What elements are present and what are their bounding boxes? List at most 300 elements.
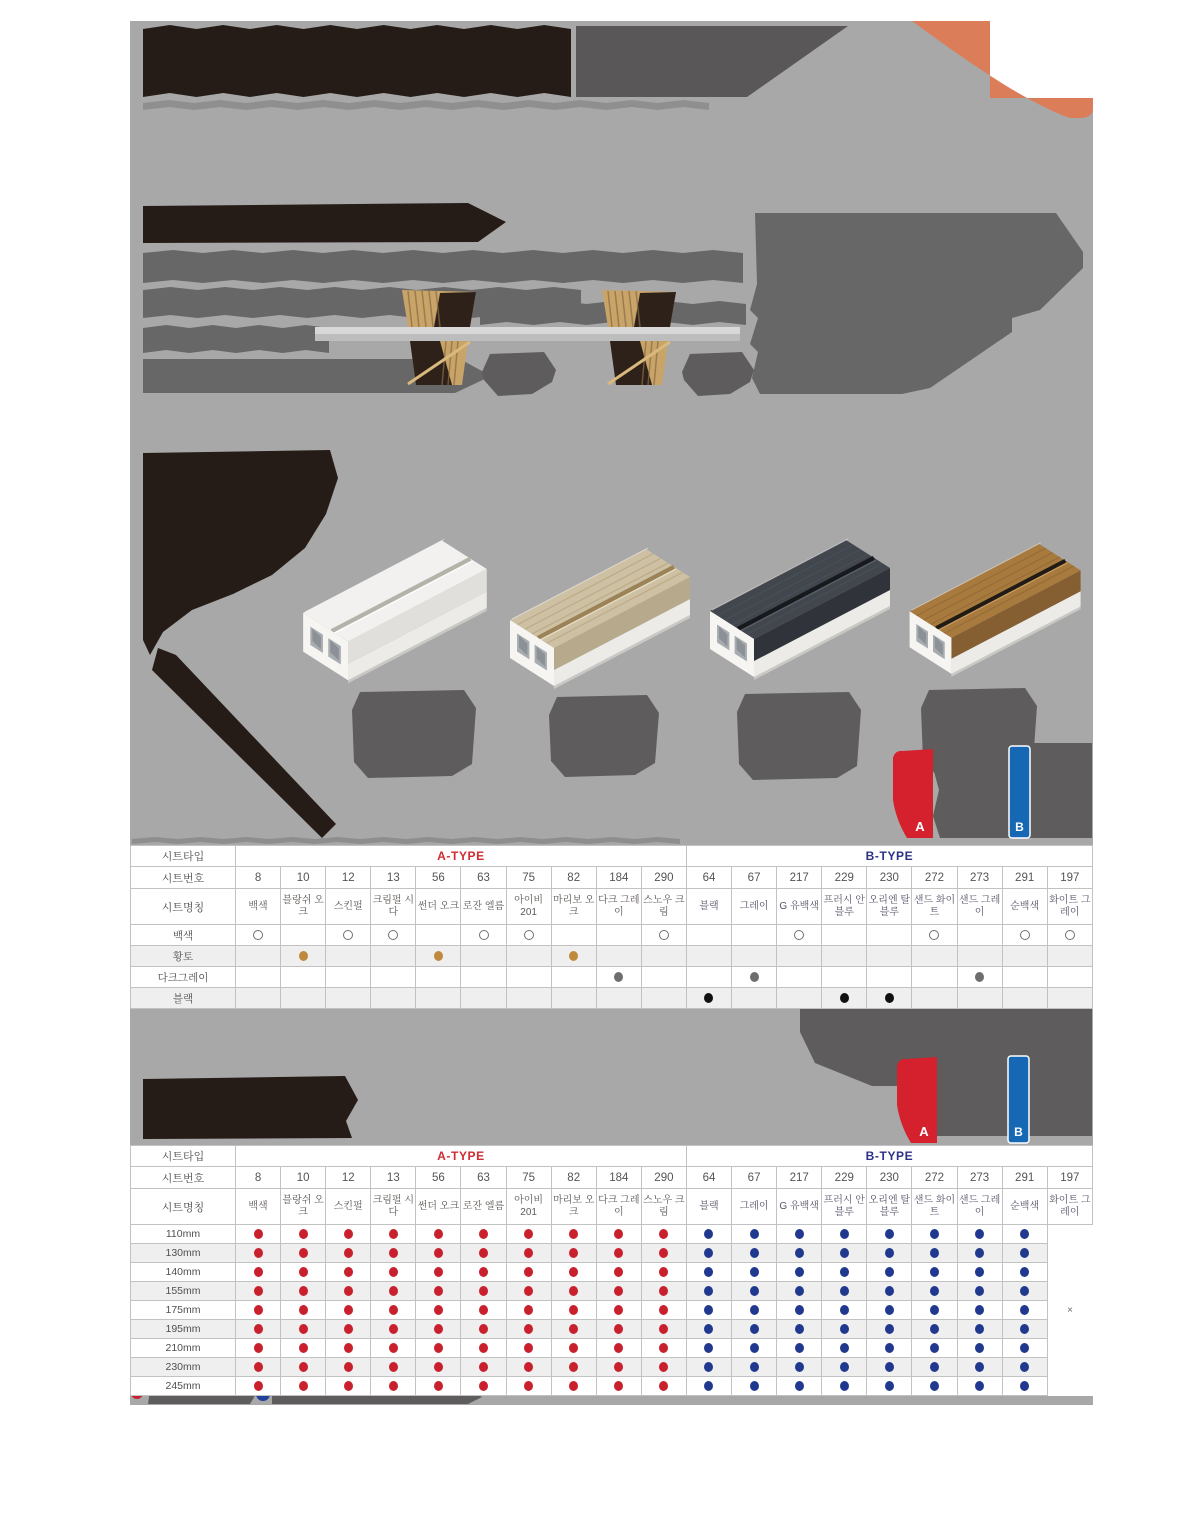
availability-cell (822, 967, 867, 988)
availability-cell (957, 1339, 1002, 1358)
availability-dot-a (254, 1305, 263, 1315)
availability-dot-a (299, 1286, 308, 1296)
availability-cell (822, 1358, 867, 1377)
sheet-name: 블랑쉬 오크 (281, 1189, 326, 1225)
sheet-number: 56 (416, 1167, 461, 1189)
availability-dot-a (614, 1343, 623, 1353)
availability-cell (596, 967, 641, 988)
availability-dot-b (840, 1324, 849, 1334)
availability-cell (236, 988, 281, 1009)
availability-cell (732, 1282, 777, 1301)
availability-dot (885, 993, 894, 1003)
availability-cell (822, 1301, 867, 1320)
availability-cell (686, 946, 731, 967)
availability-cell (912, 1225, 957, 1244)
availability-dot (569, 951, 578, 961)
availability-dot-a (659, 1324, 668, 1334)
availability-circle (343, 930, 353, 940)
availability-dot-b (704, 1362, 713, 1372)
availability-cell (551, 1301, 596, 1320)
availability-cell (461, 1282, 506, 1301)
availability-cell (551, 1320, 596, 1339)
availability-cell (1002, 946, 1047, 967)
availability-dot-b (1020, 1343, 1029, 1353)
availability-dot-b (930, 1248, 939, 1258)
availability-dot-a (479, 1305, 488, 1315)
profile-color-label: 황토 (131, 946, 236, 967)
sheet-number: 291 (1002, 1167, 1047, 1189)
size-label: 140mm (131, 1263, 236, 1282)
availability-dot-a (614, 1229, 623, 1239)
availability-dot-b (1020, 1267, 1029, 1277)
availability-cell (957, 1301, 1002, 1320)
sheet-number: 12 (326, 1167, 371, 1189)
availability-cell (1047, 988, 1092, 1009)
availability-cell (732, 988, 777, 1009)
availability-dot-a (614, 1362, 623, 1372)
availability-cell (551, 1282, 596, 1301)
availability-cell (596, 1377, 641, 1396)
availability-dot-a (614, 1381, 623, 1391)
availability-cell (912, 988, 957, 1009)
availability-dot-a (569, 1362, 578, 1372)
availability-cell (686, 1320, 731, 1339)
availability-cell (867, 1377, 912, 1396)
availability-cell (281, 925, 326, 946)
availability-cell (461, 1244, 506, 1263)
availability-cell (957, 1225, 1002, 1244)
table-row (131, 967, 1093, 988)
availability-dot-b (975, 1381, 984, 1391)
availability-circle (1020, 930, 1030, 940)
sheet-name: G 유백색 (777, 1189, 822, 1225)
sheet-name: 다크 그레이 (596, 1189, 641, 1225)
availability-dot-a (524, 1229, 533, 1239)
availability-cell (326, 1301, 371, 1320)
availability-dot-b (840, 1248, 849, 1258)
availability-dot-b (795, 1343, 804, 1353)
availability-cell (867, 1339, 912, 1358)
availability-dot-a (569, 1267, 578, 1277)
availability-cell (506, 1377, 551, 1396)
availability-circle (524, 930, 534, 940)
availability-dot-b (885, 1305, 894, 1315)
table-row (131, 1282, 1093, 1301)
availability-dot-a (434, 1381, 443, 1391)
availability-dot-a (299, 1267, 308, 1277)
availability-cell (371, 1263, 416, 1282)
availability-cell (416, 1225, 461, 1244)
availability-dot-b (975, 1229, 984, 1239)
availability-cell (1002, 1301, 1047, 1320)
availability-cell (822, 1320, 867, 1339)
availability-dot-b (930, 1381, 939, 1391)
availability-cell (1047, 1244, 1092, 1263)
availability-dot-a (344, 1362, 353, 1372)
availability-cell (551, 1377, 596, 1396)
sheet-name: 로잔 엘름 (461, 1189, 506, 1225)
availability-cell (371, 1301, 416, 1320)
availability-dot-a (254, 1229, 263, 1239)
availability-dot-b (975, 1248, 984, 1258)
availability-dot-a (389, 1286, 398, 1296)
sheet-name: 스킨펄 (326, 1189, 371, 1225)
sheet-number: 82 (551, 1167, 596, 1189)
availability-cell (371, 1320, 416, 1339)
chip-b-label: B (1014, 1125, 1023, 1139)
sheet-number: 290 (641, 867, 686, 889)
availability-cell (686, 1282, 731, 1301)
availability-cell (1047, 1282, 1092, 1301)
profile-color-label: 다크그레이 (131, 967, 236, 988)
availability-cell (822, 1377, 867, 1396)
sheet-name: 화이트 그레이 (1047, 1189, 1092, 1225)
availability-cell (281, 1358, 326, 1377)
availability-cell (551, 1225, 596, 1244)
b-type-header: B-TYPE (686, 1146, 1092, 1167)
sheet-number: 10 (281, 867, 326, 889)
redacted-caption (549, 695, 659, 777)
sheet-number: 67 (732, 867, 777, 889)
availability-dot-b (704, 1343, 713, 1353)
availability-cell (281, 1339, 326, 1358)
availability-dot-a (299, 1362, 308, 1372)
availability-cell (641, 1225, 686, 1244)
availability-circle (479, 930, 489, 940)
availability-dot-a (659, 1267, 668, 1277)
availability-cell (326, 946, 371, 967)
availability-cell (461, 1339, 506, 1358)
sheet-number: 273 (957, 867, 1002, 889)
availability-cell (236, 1339, 281, 1358)
availability-cell (281, 1244, 326, 1263)
availability-cell (732, 1301, 777, 1320)
availability-cell (461, 1225, 506, 1244)
availability-cell (686, 988, 731, 1009)
sheet-name: 백색 (236, 889, 281, 925)
availability-dot-a (524, 1248, 533, 1258)
availability-dot-a (434, 1305, 443, 1315)
availability-cell (957, 946, 1002, 967)
table-row (131, 988, 1093, 1009)
availability-dot-a (614, 1324, 623, 1334)
availability-cell (957, 988, 1002, 1009)
availability-dot-b (930, 1343, 939, 1353)
availability-dot-b (795, 1267, 804, 1277)
availability-cell (281, 988, 326, 1009)
availability-cell (822, 1225, 867, 1244)
availability-cell (641, 967, 686, 988)
availability-cell (732, 967, 777, 988)
availability-dot-b (840, 1229, 849, 1239)
availability-cell (641, 1320, 686, 1339)
size-label: 155mm (131, 1282, 236, 1301)
availability-cell (371, 946, 416, 967)
availability-dot-b (750, 1362, 759, 1372)
availability-cell (822, 1244, 867, 1263)
sheet-number: 8 (236, 867, 281, 889)
availability-dot-b (975, 1362, 984, 1372)
availability-dot-a (479, 1362, 488, 1372)
availability-cell (777, 967, 822, 988)
availability-dot-b (704, 1286, 713, 1296)
availability-dot-b (885, 1229, 894, 1239)
availability-cell (641, 1301, 686, 1320)
availability-cell (281, 1225, 326, 1244)
availability-cell (732, 1377, 777, 1396)
row-header-type: 시트타입 (131, 1146, 236, 1167)
availability-cell (777, 1244, 822, 1263)
availability-cell (686, 1225, 731, 1244)
availability-cell (912, 1358, 957, 1377)
table-row (131, 1301, 1093, 1320)
table-row (131, 925, 1093, 946)
size-label: 195mm (131, 1320, 236, 1339)
availability-dot-a (389, 1362, 398, 1372)
availability-dot-a (344, 1381, 353, 1391)
redacted-caption (352, 690, 476, 778)
availability-dot-a (659, 1305, 668, 1315)
availability-cell (596, 1320, 641, 1339)
availability-dot-a (434, 1343, 443, 1353)
availability-dot-a (524, 1286, 533, 1296)
availability-cell (641, 946, 686, 967)
sheet-name: 화이트 그레이 (1047, 889, 1092, 925)
availability-dot-b (1020, 1248, 1029, 1258)
sheet-name: 오리엔 탈블루 (867, 1189, 912, 1225)
availability-cell (461, 967, 506, 988)
availability-cell (236, 925, 281, 946)
sheet-number: 64 (686, 867, 731, 889)
availability-cell (912, 1244, 957, 1263)
row-header-number: 시트번호 (131, 1167, 236, 1189)
availability-cell (777, 1282, 822, 1301)
availability-circle (929, 930, 939, 940)
availability-cell (461, 1263, 506, 1282)
availability-cell (686, 1301, 731, 1320)
availability-cell (732, 925, 777, 946)
sheet-name: 썬더 오크 (416, 1189, 461, 1225)
availability-cell (957, 1358, 1002, 1377)
availability-cell (281, 1263, 326, 1282)
availability-cell (326, 925, 371, 946)
sheet-number: 197 (1047, 867, 1092, 889)
sheet-name: 썬더 오크 (416, 889, 461, 925)
availability-cell (867, 967, 912, 988)
availability-cell (1047, 967, 1092, 988)
a-type-header: A-TYPE (236, 846, 687, 867)
availability-cell (506, 1263, 551, 1282)
availability-dot-a (569, 1286, 578, 1296)
availability-dot-a (569, 1248, 578, 1258)
availability-cell (326, 1282, 371, 1301)
sheet-number: 217 (777, 1167, 822, 1189)
availability-cell (416, 1377, 461, 1396)
availability-cell (867, 946, 912, 967)
chip-b-label: B (1015, 820, 1024, 834)
availability-cell (371, 988, 416, 1009)
availability-dot-a (524, 1305, 533, 1315)
availability-cell (551, 1263, 596, 1282)
availability-cell (912, 1301, 957, 1320)
availability-cell (596, 1339, 641, 1358)
availability-cell (506, 1301, 551, 1320)
availability-cell (506, 1225, 551, 1244)
availability-dot-b (885, 1343, 894, 1353)
availability-cell (1002, 967, 1047, 988)
availability-dot-b (885, 1362, 894, 1372)
availability-cell (912, 1320, 957, 1339)
availability-dot-b (975, 1305, 984, 1315)
availability-dot-a (569, 1305, 578, 1315)
sheet-name: 크림펄 시다 (371, 1189, 416, 1225)
availability-dot-b (795, 1305, 804, 1315)
chip-a-label: A (915, 819, 925, 834)
availability-cell (1047, 1263, 1092, 1282)
availability-cell (461, 925, 506, 946)
availability-cell (822, 925, 867, 946)
availability-cell (867, 1282, 912, 1301)
availability-dot-a (389, 1267, 398, 1277)
sheet-name: 프러시 안블루 (822, 1189, 867, 1225)
availability-cell (732, 1225, 777, 1244)
sheet-number: 291 (1002, 867, 1047, 889)
availability-cell (777, 1320, 822, 1339)
availability-dot-b (795, 1286, 804, 1296)
size-label: 110mm (131, 1225, 236, 1244)
availability-dot-b (704, 1248, 713, 1258)
availability-cell (912, 1282, 957, 1301)
availability-cell (326, 1244, 371, 1263)
sheet-number: 272 (912, 1167, 957, 1189)
availability-cell (461, 946, 506, 967)
profile-color-label: 블랙 (131, 988, 236, 1009)
availability-cell (416, 1301, 461, 1320)
availability-cell (1002, 1263, 1047, 1282)
availability-cell (371, 1282, 416, 1301)
sheet-name: 블랙 (686, 1189, 731, 1225)
sheet-number: 75 (506, 1167, 551, 1189)
availability-dot-b (885, 1267, 894, 1277)
availability-dot-b (1020, 1229, 1029, 1239)
sheet-number: 184 (596, 867, 641, 889)
availability-cell (732, 1339, 777, 1358)
availability-dot-a (434, 1324, 443, 1334)
availability-cell (596, 988, 641, 1009)
availability-cell (1047, 1358, 1092, 1377)
table-row (131, 1320, 1093, 1339)
availability-cell (822, 988, 867, 1009)
redacted-caption (737, 692, 861, 780)
sheet-number: 273 (957, 1167, 1002, 1189)
availability-dot-b (1020, 1286, 1029, 1296)
availability-cell (371, 1225, 416, 1244)
sheet-number: 63 (461, 867, 506, 889)
availability-cell (551, 1339, 596, 1358)
row-header-number: 시트번호 (131, 867, 236, 889)
sheet-number: 82 (551, 867, 596, 889)
size-label: 210mm (131, 1339, 236, 1358)
availability-dot-a (254, 1324, 263, 1334)
availability-cell (236, 1282, 281, 1301)
availability-cell (732, 1320, 777, 1339)
availability-cell (822, 1282, 867, 1301)
availability-cell (236, 1320, 281, 1339)
availability-cell (1047, 1320, 1092, 1339)
table-row (131, 1244, 1093, 1263)
availability-dot-a (479, 1267, 488, 1277)
sheet-name: 순백색 (1002, 1189, 1047, 1225)
table-row (131, 1377, 1093, 1396)
availability-dot-a (254, 1343, 263, 1353)
availability-cell (777, 1225, 822, 1244)
availability-dot-a (479, 1324, 488, 1334)
availability-dot-b (750, 1248, 759, 1258)
availability-dot-a (614, 1286, 623, 1296)
availability-cell (281, 967, 326, 988)
availability-cell (236, 946, 281, 967)
availability-cell (777, 1339, 822, 1358)
availability-dot-a (344, 1229, 353, 1239)
availability-cell (957, 925, 1002, 946)
availability-dot-b (1020, 1324, 1029, 1334)
availability-dot-b (975, 1286, 984, 1296)
availability-dot-b (840, 1286, 849, 1296)
availability-cell (912, 1263, 957, 1282)
availability-dot (975, 972, 984, 982)
availability-dot-a (659, 1229, 668, 1239)
availability-cell (867, 1225, 912, 1244)
availability-cell (867, 1358, 912, 1377)
availability-cell (1002, 1377, 1047, 1396)
table-row (131, 1358, 1093, 1377)
availability-cell (641, 925, 686, 946)
availability-cell (686, 1263, 731, 1282)
availability-cell (416, 925, 461, 946)
availability-cell (641, 1282, 686, 1301)
availability-dot-b (704, 1381, 713, 1391)
availability-dot-b (885, 1286, 894, 1296)
availability-dot-b (795, 1324, 804, 1334)
sheet-number: 56 (416, 867, 461, 889)
availability-cell (506, 925, 551, 946)
availability-cell (551, 967, 596, 988)
availability-dot-a (479, 1343, 488, 1353)
sheet-application-table (130, 845, 1093, 1009)
availability-dot-b (795, 1248, 804, 1258)
availability-dot-a (479, 1229, 488, 1239)
availability-cell (461, 1320, 506, 1339)
availability-dot-b (840, 1381, 849, 1391)
availability-cell (551, 946, 596, 967)
availability-dot (704, 993, 713, 1003)
availability-cell (641, 1358, 686, 1377)
availability-cell (867, 1244, 912, 1263)
availability-cell (1047, 946, 1092, 967)
sheet-number: 13 (371, 867, 416, 889)
availability-circle (659, 930, 669, 940)
availability-cell (371, 1244, 416, 1263)
availability-dot-a (524, 1267, 533, 1277)
sheet-name: 샌드 그레이 (957, 1189, 1002, 1225)
availability-circle (388, 930, 398, 940)
availability-dot-b (840, 1362, 849, 1372)
availability-dot-b (930, 1267, 939, 1277)
row-header-name: 시트명칭 (131, 1189, 236, 1225)
availability-cell (416, 1244, 461, 1263)
availability-cell (371, 1377, 416, 1396)
availability-cell (957, 1263, 1002, 1282)
